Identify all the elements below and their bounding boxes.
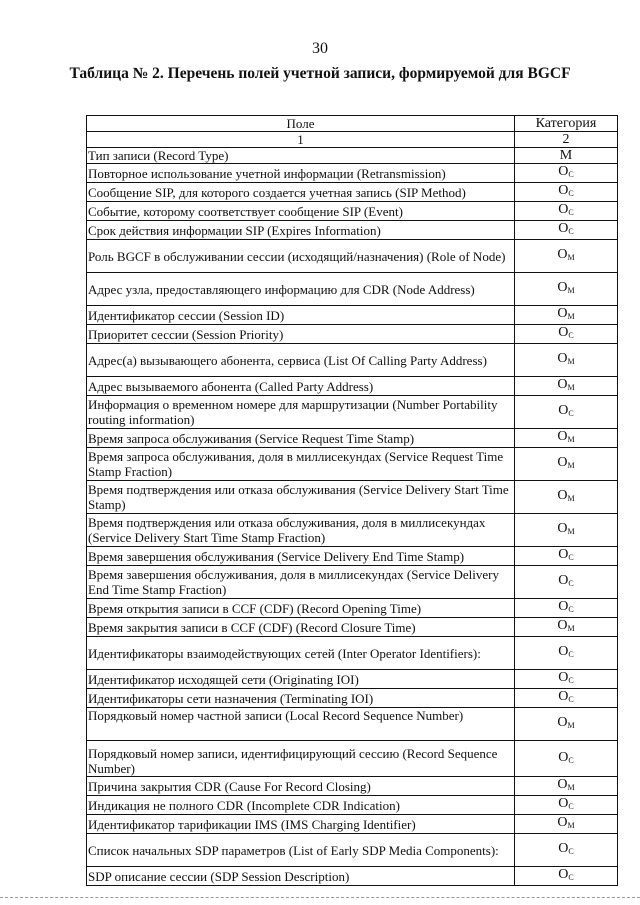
category-subscript: M <box>567 286 575 295</box>
category-subscript: C <box>568 208 574 217</box>
category-cell <box>515 202 618 221</box>
category-subscript: M <box>567 383 575 392</box>
table-row <box>87 599 618 618</box>
table-row <box>87 708 618 741</box>
category-letter: O <box>557 280 568 295</box>
field-name-cell: Время завершения обслуживания (Service Delivery End Time Stamp) <box>87 547 515 566</box>
category-letter: O <box>558 547 569 562</box>
table-row <box>87 481 618 514</box>
field-name-cell: Адрес узла, предоставляющего информацию для CDR (Node Address) <box>87 273 515 306</box>
category-cell <box>515 867 618 886</box>
field-name-cell: Идентификаторы взаимодействующих сетей (Inter Operator Identifiers): <box>87 637 515 670</box>
category-letter: O <box>558 644 569 659</box>
category-cell <box>515 377 618 396</box>
category-cell <box>515 741 618 777</box>
category-cell <box>515 448 618 481</box>
table-row <box>87 670 618 689</box>
category-subscript: C <box>568 409 574 418</box>
table-row <box>87 429 618 448</box>
field-name-cell: Идентификатор исходящей сети (Originating IOI) <box>87 670 515 689</box>
table-row <box>87 202 618 221</box>
table-title: Таблица № 2. Перечень полей учетной записи, формируемой для BGCF <box>69 65 571 82</box>
column-number-category: 2 <box>515 132 618 148</box>
category-cell <box>515 396 618 429</box>
category-subscript: M <box>567 721 575 730</box>
field-name-cell: Идентификатор сессии (Session ID) <box>87 306 515 325</box>
table-row <box>87 396 618 429</box>
table-row <box>87 148 618 164</box>
category-subscript: M <box>567 312 575 321</box>
category-cell <box>515 618 618 637</box>
table-row <box>87 377 618 396</box>
field-name-cell: Список начальных SDP параметров (List of Early SDP Media Components): <box>87 834 515 867</box>
category-letter: O <box>558 689 569 704</box>
scan-edge-line <box>0 897 640 898</box>
category-letter: O <box>557 306 568 321</box>
category-cell <box>515 689 618 708</box>
field-name-cell: Время подтверждения или отказа обслуживания (Service Delivery Start Time Stamp) <box>87 481 515 514</box>
category-cell <box>515 599 618 618</box>
table-row <box>87 834 618 867</box>
field-name-cell: Тип записи (Record Type) <box>87 148 515 164</box>
category-cell <box>515 221 618 240</box>
field-name-cell: Событие, которому соответствует сообщение SIP (Event) <box>87 202 515 221</box>
category-letter: O <box>558 183 569 198</box>
table-row <box>87 689 618 708</box>
category-letter: O <box>557 715 568 730</box>
category-letter: O <box>557 488 568 503</box>
field-name-cell: Информация о временном номере для маршрутизации (Number Portability routing information) <box>87 396 515 429</box>
category-cell <box>515 834 618 867</box>
category-subscript: M <box>567 821 575 830</box>
category-cell <box>515 240 618 273</box>
category-cell <box>515 670 618 689</box>
field-name-cell: SDP описание сессии (SDP Session Description) <box>87 867 515 886</box>
category-cell <box>515 815 618 834</box>
table-row <box>87 344 618 377</box>
category-subscript: C <box>568 847 574 856</box>
category-cell <box>515 148 618 164</box>
category-subscript: M <box>567 624 575 633</box>
table-row <box>87 637 618 670</box>
category-cell <box>515 273 618 306</box>
category-letter: O <box>557 247 568 262</box>
category-subscript: C <box>568 802 574 811</box>
category-letter: O <box>558 599 569 614</box>
field-name-cell: Порядковый номер записи, идентифицирующий сессию (Record Sequence Number) <box>87 741 515 777</box>
field-name-cell: Адрес вызываемого абонента (Called Party Address) <box>87 377 515 396</box>
category-letter: O <box>558 573 569 588</box>
table-row <box>87 240 618 273</box>
field-name-cell: Сообщение SIP, для которого создается учетная запись (SIP Method) <box>87 183 515 202</box>
column-number-field: 1 <box>87 132 515 148</box>
category-letter: O <box>557 815 568 830</box>
category-cell <box>515 164 618 183</box>
table-row <box>87 777 618 796</box>
field-name-cell: Роль BGCF в обслуживании сессии (исходящий/назначения) (Role of Node) <box>87 240 515 273</box>
category-letter: O <box>557 777 568 792</box>
table-row <box>87 448 618 481</box>
category-subscript: C <box>568 605 574 614</box>
category-subscript: C <box>568 579 574 588</box>
table-row <box>87 618 618 637</box>
category-letter: O <box>557 618 568 633</box>
category-subscript: C <box>568 227 574 236</box>
category-cell <box>515 183 618 202</box>
category-letter: O <box>557 429 568 444</box>
table-row <box>87 547 618 566</box>
category-cell <box>515 637 618 670</box>
category-letter: O <box>558 202 569 217</box>
table-number-row <box>87 132 618 148</box>
category-subscript: M <box>567 357 575 366</box>
field-name-cell: Приоритет сессии (Session Priority) <box>87 325 515 344</box>
header-field: Поле <box>87 116 515 132</box>
table-row <box>87 306 618 325</box>
table-row <box>87 815 618 834</box>
category-cell <box>515 796 618 815</box>
table-row <box>87 221 618 240</box>
records-table-body <box>87 116 618 886</box>
category-letter: O <box>558 841 569 856</box>
category-cell <box>515 777 618 796</box>
category-letter: O <box>558 325 569 340</box>
category-letter: M <box>559 148 573 163</box>
category-letter: O <box>558 164 569 179</box>
table-row <box>87 325 618 344</box>
field-name-cell: Идентификаторы сети назначения (Terminating IOI) <box>87 689 515 708</box>
table-row <box>87 514 618 547</box>
table-row <box>87 796 618 815</box>
category-letter: O <box>558 796 569 811</box>
category-subscript: M <box>567 783 575 792</box>
field-name-cell: Время подтверждения или отказа обслуживания, доля в миллисекундах (Service Delivery Start Time Stamp Fraction) <box>87 514 515 547</box>
table-row <box>87 741 618 777</box>
field-name-cell: Идентификатор тарификации IMS (IMS Charging Identifier) <box>87 815 515 834</box>
page-number: 30 <box>312 40 328 57</box>
category-letter: O <box>558 221 569 236</box>
field-name-cell: Время завершения обслуживания, доля в миллисекундах (Service Delivery End Time Stamp Fraction) <box>87 566 515 599</box>
header-category: Категория <box>515 116 618 132</box>
field-name-cell: Срок действия информации SIP (Expires Information) <box>87 221 515 240</box>
category-letter: O <box>558 403 569 418</box>
table-row <box>87 164 618 183</box>
category-letter: O <box>558 867 569 882</box>
table-row <box>87 183 618 202</box>
category-subscript: M <box>567 253 575 262</box>
category-cell <box>515 547 618 566</box>
category-subscript: C <box>568 170 574 179</box>
category-cell <box>515 514 618 547</box>
category-letter: O <box>558 749 569 765</box>
category-letter: O <box>557 455 568 470</box>
category-subscript: C <box>568 676 574 685</box>
category-subscript: C <box>568 331 574 340</box>
field-name-cell: Время закрытия записи в CCF (CDF) (Record Closure Time) <box>87 618 515 637</box>
category-letter: O <box>557 377 568 392</box>
category-cell <box>515 566 618 599</box>
category-subscript: M <box>567 461 575 470</box>
field-name-cell: Причина закрытия CDR (Cause For Record Closing) <box>87 777 515 796</box>
category-cell <box>515 708 618 741</box>
category-cell <box>515 429 618 448</box>
table-row <box>87 566 618 599</box>
table-header-row <box>87 116 618 132</box>
field-name-cell: Адрес(а) вызывающего абонента, сервиса (List Of Calling Party Address) <box>87 344 515 377</box>
category-cell <box>515 325 618 344</box>
category-letter: O <box>558 670 569 685</box>
category-subscript: C <box>568 755 574 765</box>
field-name-cell: Порядковый номер частной записи (Local Record Sequence Number) <box>87 708 515 741</box>
category-letter: O <box>557 351 568 366</box>
field-name-cell: Время запроса обслуживания, доля в миллисекундах (Service Request Time Stamp Fraction) <box>87 448 515 481</box>
category-cell <box>515 344 618 377</box>
category-subscript: C <box>568 695 574 704</box>
category-subscript: M <box>567 527 575 536</box>
category-cell <box>515 481 618 514</box>
field-name-cell: Индикация не полного CDR (Incomplete CDR Indication) <box>87 796 515 815</box>
category-letter: O <box>557 521 568 536</box>
category-cell <box>515 306 618 325</box>
field-name-cell: Время открытия записи в CCF (CDF) (Record Opening Time) <box>87 599 515 618</box>
category-subscript: C <box>568 650 574 659</box>
category-subscript: C <box>568 553 574 562</box>
category-subscript: M <box>567 494 575 503</box>
category-subscript: M <box>567 435 575 444</box>
field-name-cell: Время запроса обслуживания (Service Request Time Stamp) <box>87 429 515 448</box>
table-row <box>87 867 618 886</box>
category-subscript: C <box>568 189 574 198</box>
field-name-cell: Повторное использование учетной информации (Retransmission) <box>87 164 515 183</box>
category-subscript: C <box>568 873 574 882</box>
records-table <box>86 115 618 886</box>
table-row <box>87 273 618 306</box>
